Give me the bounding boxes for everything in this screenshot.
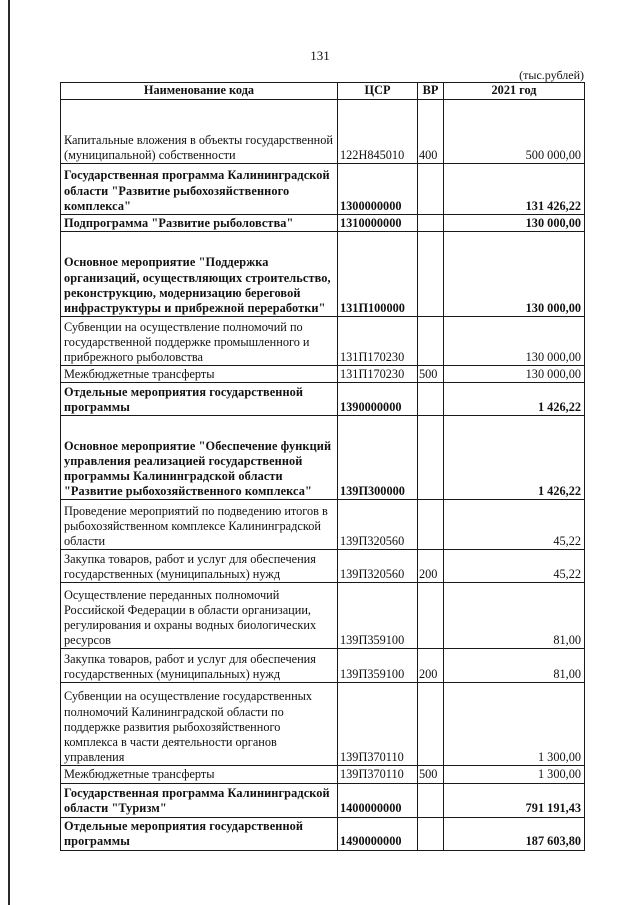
- row-name: Межбюджетные трансферты: [61, 366, 338, 383]
- row-vr: [418, 215, 444, 232]
- row-code: 1400000000: [338, 783, 418, 817]
- row-vr: [418, 416, 444, 500]
- row-name: Отдельные мероприятия государственной программы: [61, 817, 338, 850]
- row-name: Подпрограмма "Развитие рыболовства": [61, 215, 338, 232]
- row-code: 139П320560: [338, 500, 418, 550]
- table-row: [61, 215, 585, 232]
- row-vr: [418, 817, 444, 850]
- row-vr: [418, 683, 444, 766]
- row-name: Осуществление переданных полномочий Российской Федерации в области организации, регулирования и охраны водных биологических ресурсов: [61, 583, 338, 649]
- row-amount: 130 000,00: [444, 317, 585, 366]
- table-row: [61, 783, 585, 817]
- row-vr: [418, 317, 444, 366]
- table-row: [61, 683, 585, 766]
- row-amount: 1 426,22: [444, 416, 585, 500]
- row-amount: 130 000,00: [444, 366, 585, 383]
- table-row: [61, 550, 585, 583]
- table-row: [61, 817, 585, 850]
- row-code: 1300000000: [338, 164, 418, 215]
- table-row: [61, 583, 585, 649]
- row-code: 139П300000: [338, 416, 418, 500]
- row-name: Основное мероприятие "Поддержка организаций, осуществляющих строительство, реконструкцию, модернизацию береговой инфраструктуры и прибрежной переработки": [61, 232, 338, 317]
- row-code: 1490000000: [338, 817, 418, 850]
- row-amount: 791 191,43: [444, 783, 585, 817]
- header-vr: ВР: [418, 83, 444, 100]
- row-vr: 200: [418, 649, 444, 683]
- row-name: Субвенции на осуществление полномочий по государственной поддержке промышленного и прибрежного рыболовства: [61, 317, 338, 366]
- row-vr: 200: [418, 550, 444, 583]
- table-row: [61, 317, 585, 366]
- header-year: 2021 год: [444, 83, 585, 100]
- row-code: 1390000000: [338, 383, 418, 416]
- row-code: 139П320560: [338, 550, 418, 583]
- row-vr: 400: [418, 100, 444, 164]
- row-code: 131П170230: [338, 366, 418, 383]
- row-amount: 130 000,00: [444, 232, 585, 317]
- row-code: 139П359100: [338, 649, 418, 683]
- row-vr: 500: [418, 366, 444, 383]
- row-name: Государственная программа Калининградской области "Развитие рыбохозяйственного комплекса": [61, 164, 338, 215]
- row-vr: [418, 164, 444, 215]
- row-amount: 1 426,22: [444, 383, 585, 416]
- row-vr: [418, 583, 444, 649]
- row-name: Закупка товаров, работ и услуг для обеспечения государственных (муниципальных) нужд: [61, 649, 338, 683]
- row-amount: 1 300,00: [444, 766, 585, 783]
- row-vr: [418, 783, 444, 817]
- row-code: 1310000000: [338, 215, 418, 232]
- table-row: [61, 383, 585, 416]
- row-vr: [418, 500, 444, 550]
- budget-table: [60, 82, 585, 851]
- row-code: 139П359100: [338, 583, 418, 649]
- row-vr: [418, 383, 444, 416]
- row-name: Основное мероприятие "Обеспечение функций управления реализацией государственной программы Калининградской области "Развитие рыбохозяйственного комплекса": [61, 416, 338, 500]
- header-csr: ЦСР: [338, 83, 418, 100]
- row-code: 139П370110: [338, 766, 418, 783]
- row-code: 139П370110: [338, 683, 418, 766]
- table-row: [61, 164, 585, 215]
- table-row: [61, 416, 585, 500]
- row-amount: 45,22: [444, 500, 585, 550]
- table-row: [61, 100, 585, 164]
- row-name: Государственная программа Калининградской области "Туризм": [61, 783, 338, 817]
- unit-label: (тыс.рублей): [519, 68, 584, 82]
- row-amount: 131 426,22: [444, 164, 585, 215]
- row-amount: 187 603,80: [444, 817, 585, 850]
- row-amount: 45,22: [444, 550, 585, 583]
- row-amount: 500 000,00: [444, 100, 585, 164]
- row-vr: 500: [418, 766, 444, 783]
- row-name: Капитальные вложения в объекты государственной (муниципальной) собственности: [61, 100, 338, 164]
- table-header-row: [61, 83, 585, 100]
- row-name: Проведение мероприятий по подведению итогов в рыбохозяйственном комплексе Калининградской области: [61, 500, 338, 550]
- table-row: [61, 649, 585, 683]
- row-code: 122Н845010: [338, 100, 418, 164]
- row-name: Межбюджетные трансферты: [61, 766, 338, 783]
- row-code: 131П100000: [338, 232, 418, 317]
- row-name: Закупка товаров, работ и услуг для обеспечения государственных (муниципальных) нужд: [61, 550, 338, 583]
- page-number: 131: [310, 48, 330, 63]
- left-margin-rule: [8, 0, 10, 905]
- table-row: [61, 366, 585, 383]
- table-row: [61, 766, 585, 783]
- row-name: Субвенции на осуществление государственных полномочий Калининградской области по поддержке развития рыбохозяйственного комплекса в части деятельности органов управления: [61, 683, 338, 766]
- header-name: Наименование кода: [61, 83, 338, 100]
- row-amount: 81,00: [444, 649, 585, 683]
- table-row: [61, 232, 585, 317]
- row-amount: 130 000,00: [444, 215, 585, 232]
- row-amount: 1 300,00: [444, 683, 585, 766]
- row-amount: 81,00: [444, 583, 585, 649]
- row-vr: [418, 232, 444, 317]
- row-code: 131П170230: [338, 317, 418, 366]
- row-name: Отдельные мероприятия государственной программы: [61, 383, 338, 416]
- table-row: [61, 500, 585, 550]
